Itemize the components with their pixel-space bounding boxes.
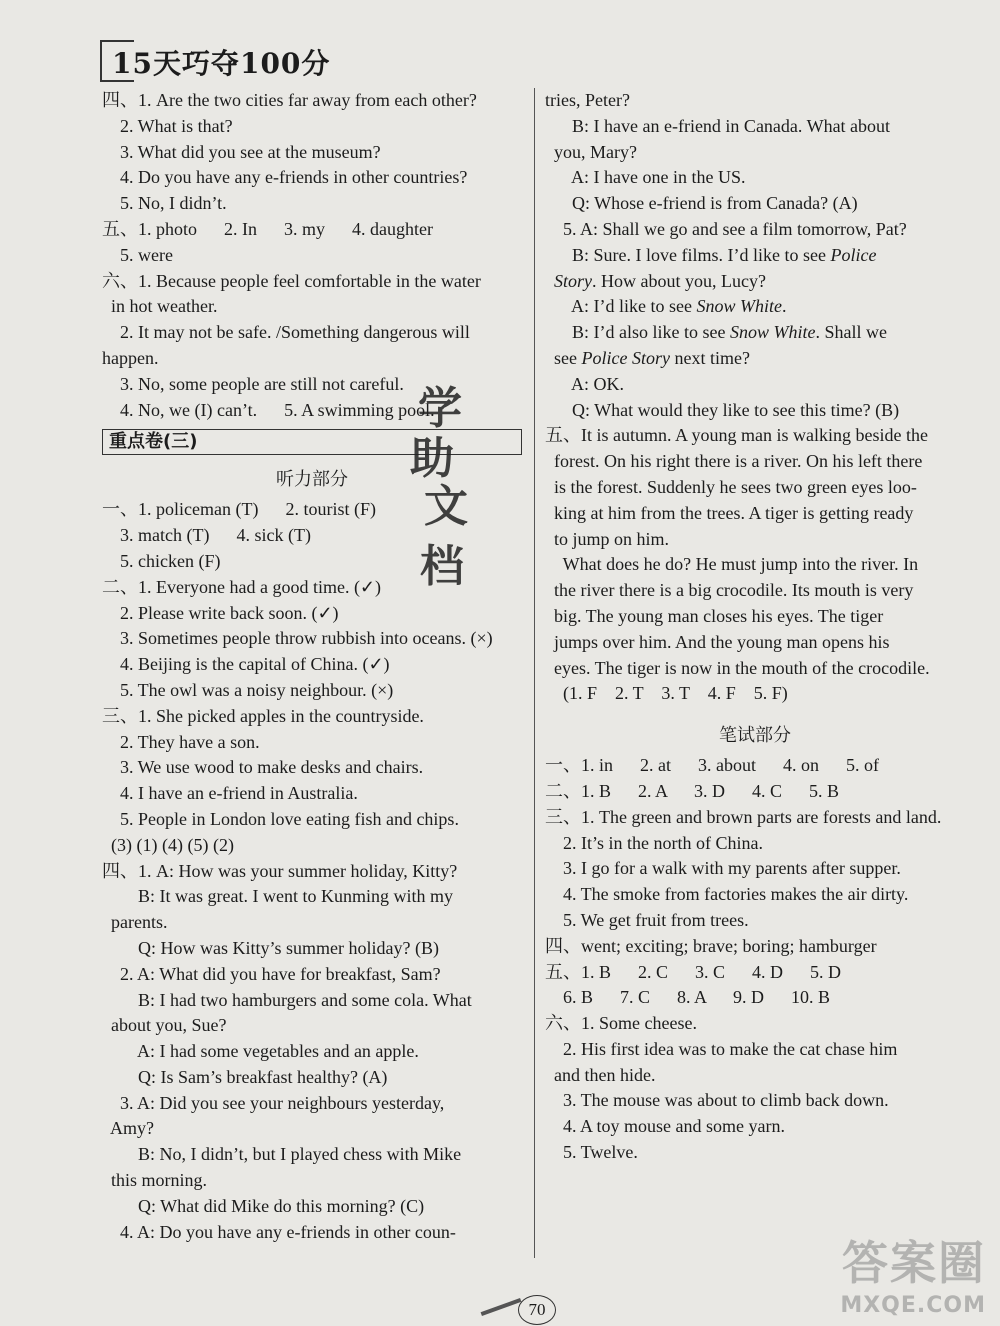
right-column xyxy=(545,88,965,1166)
answer-line: you, Mary? xyxy=(545,141,637,162)
answer-line: 2. A: What did you have for breakfast, Sam? xyxy=(102,963,441,984)
answer-line: 2. It’s in the north of China. xyxy=(545,832,763,853)
answer-line: A: OK. xyxy=(545,373,625,394)
section-header-box: 重点卷(三) xyxy=(102,429,522,455)
handwriting-char-2: 助 xyxy=(410,433,454,484)
answer-line: 3. I go for a walk with my parents after supper. xyxy=(545,858,901,879)
book-header xyxy=(100,40,520,86)
answer-line: Amy? xyxy=(102,1118,154,1139)
answer-line: 2. His first idea was to make the cat chase him xyxy=(545,1038,898,1059)
listening-title: 听力部分 xyxy=(276,469,348,491)
answer-line: A: I have one in the US. xyxy=(545,167,746,188)
watermark-logo-text: 答案圈 xyxy=(842,1236,986,1290)
answer-line: happen. xyxy=(102,347,159,368)
answer-line: in hot weather. xyxy=(102,296,218,317)
answer-line: Q: What did Mike do this morning? (C) xyxy=(102,1195,425,1216)
answer-line: 4. Beijing is the capital of China. (✓) xyxy=(102,654,390,675)
page-number: 70 xyxy=(518,1295,556,1325)
answer-line: Q: Whose e-friend is from Canada? (A) xyxy=(545,193,858,214)
answer-line: Q: Is Sam’s breakfast healthy? (A) xyxy=(102,1066,388,1087)
answer-line: Q: What would they like to see this time? (B) xyxy=(545,399,900,420)
answer-line: A: I’d like to see Snow White. xyxy=(545,296,787,317)
answer-line: 3. No, some people are still not careful. xyxy=(102,373,404,394)
answer-line: 二、1. B 2. A 3. D 4. C 5. B xyxy=(545,780,840,801)
answer-line: 3. We use wood to make desks and chairs. xyxy=(102,757,424,778)
listening-answers-left xyxy=(102,497,522,1245)
answer-line: about you, Sue? xyxy=(102,1015,227,1036)
answer-line: 5. We get fruit from trees. xyxy=(545,909,749,930)
answer-line: B: No, I didn’t, but I played chess with Mike xyxy=(102,1144,462,1165)
answer-line: 3. A: Did you see your neighbours yesterday, xyxy=(102,1092,445,1113)
answer-line: parents. xyxy=(102,912,168,933)
answer-line: 6. B 7. C 8. A 9. D 10. B xyxy=(545,987,831,1008)
answer-line: 4. The smoke from factories makes the air dirty. xyxy=(545,884,909,905)
answer-line: jumps over him. And the young man opens his xyxy=(545,631,890,652)
answer-line: tries, Peter? xyxy=(545,90,630,110)
answer-line: 五、It is autumn. A young man is walking beside the xyxy=(545,425,928,446)
answer-line: 六、1. Some cheese. xyxy=(545,1013,697,1034)
answer-line: 三、1. The green and brown parts are forests and land. xyxy=(545,806,942,827)
answer-line: 5. were xyxy=(102,244,173,265)
left-column xyxy=(102,88,522,1245)
answer-line: 5. No, I didn’t. xyxy=(102,193,227,214)
answer-line: 四、1. A: How was your summer holiday, Kitty? xyxy=(102,860,458,881)
answer-line: 二、1. Everyone had a good time. (✓) xyxy=(102,576,382,597)
answer-line: 3. What did you see at the museum? xyxy=(102,141,381,162)
answer-line: 五、1. B 2. C 3. C 4. D 5. D xyxy=(545,961,842,982)
answer-line: 一、1. policeman (T) 2. tourist (F) xyxy=(102,499,376,520)
answer-line: 三、1. She picked apples in the countryside. xyxy=(102,705,424,726)
handwriting-char-4: 档 xyxy=(420,541,464,592)
answer-line: B: I’d also like to see Snow White. Shall we xyxy=(545,322,887,343)
written-title: 笔试部分 xyxy=(719,725,791,747)
answer-line: 5. People in London love eating fish and chips. xyxy=(102,808,459,829)
answer-line: 5. Twelve. xyxy=(545,1142,638,1163)
answer-line: 4. A: Do you have any e-friends in other coun- xyxy=(102,1221,456,1242)
answer-line: B: It was great. I went to Kunming with my xyxy=(102,886,453,907)
answer-line: 四、went; exciting; brave; boring; hamburger xyxy=(545,935,877,956)
answer-line: (1. F 2. T 3. T 4. F 5. F) xyxy=(545,683,788,704)
answer-line: B: I had two hamburgers and some cola. What xyxy=(102,989,472,1010)
answer-line: 3. Sometimes people throw rubbish into oceans. (×) xyxy=(102,628,493,649)
answer-line: 2. Please write back soon. (✓) xyxy=(102,602,339,623)
answer-line: 5. A: Shall we go and see a film tomorrow, Pat? xyxy=(545,218,907,239)
answer-line: see Police Story next time? xyxy=(545,347,750,368)
answer-line: this morning. xyxy=(102,1170,208,1191)
answer-line: B: Sure. I love films. I’d like to see Police xyxy=(545,244,877,265)
answer-line: the river there is a big crocodile. Its mouth is very xyxy=(545,580,914,601)
answer-line: 5. The owl was a noisy neighbour. (×) xyxy=(102,679,394,700)
answer-line: 五、1. photo 2. In 3. my 4. daughter xyxy=(102,218,433,239)
answer-line: and then hide. xyxy=(545,1064,656,1085)
answer-line: What does he do? He must jump into the river. In xyxy=(545,554,919,575)
answer-line: B: I have an e-friend in Canada. What about xyxy=(545,115,891,136)
answer-line: 4. Do you have any e-friends in other countries? xyxy=(102,167,468,188)
answer-line: Q: How was Kitty’s summer holiday? (B) xyxy=(102,937,439,958)
answer-line: 4. No, we (I) can’t. 5. A swimming pool. xyxy=(102,399,435,420)
answer-line: is the forest. Suddenly he sees two green eyes loo- xyxy=(545,476,917,497)
book-title: 15天巧夺100分 xyxy=(112,47,331,80)
column-divider xyxy=(534,88,535,1258)
answer-line: eyes. The tiger is now in the mouth of the crocodile. xyxy=(545,657,930,678)
answer-line: 2. They have a son. xyxy=(102,731,260,752)
answer-line: 四、1. Are the two cities far away from each other? xyxy=(102,90,477,110)
handwriting-char-1: 学 xyxy=(418,383,462,434)
answer-line: 3. match (T) 4. sick (T) xyxy=(102,525,311,546)
handwriting-char-3: 文 xyxy=(424,481,468,532)
watermark xyxy=(840,1227,986,1318)
pen-icon xyxy=(481,1298,522,1316)
answer-line: 4. I have an e-friend in Australia. xyxy=(102,783,358,804)
answer-line: 5. chicken (F) xyxy=(102,550,221,571)
answer-line: 2. What is that? xyxy=(102,115,233,136)
answer-line: (3) (1) (4) (5) (2) xyxy=(102,834,234,855)
answer-line: to jump on him. xyxy=(545,528,670,549)
answer-line: Story. How about you, Lucy? xyxy=(554,270,766,291)
answer-line: 一、1. in 2. at 3. about 4. on 5. of xyxy=(545,755,879,776)
answer-line: king at him from the trees. A tiger is getting ready xyxy=(545,502,914,523)
answer-line: 2. It may not be safe. /Something dangerous will xyxy=(102,322,470,343)
answer-line: 六、1. Because people feel comfortable in the water xyxy=(102,270,481,291)
answer-line: 4. A toy mouse and some yarn. xyxy=(545,1116,785,1137)
answer-line: 3. The mouse was about to climb back down. xyxy=(545,1090,889,1111)
answer-line: big. The young man closes his eyes. The tiger xyxy=(545,605,884,626)
answer-line: A: I had some vegetables and an apple. xyxy=(102,1041,419,1062)
answer-line: forest. On his right there is a river. On his left there xyxy=(545,451,923,472)
written-answers xyxy=(545,753,965,1166)
watermark-url: MXQE.COM xyxy=(840,1293,986,1318)
listening-answers-right xyxy=(545,88,965,707)
